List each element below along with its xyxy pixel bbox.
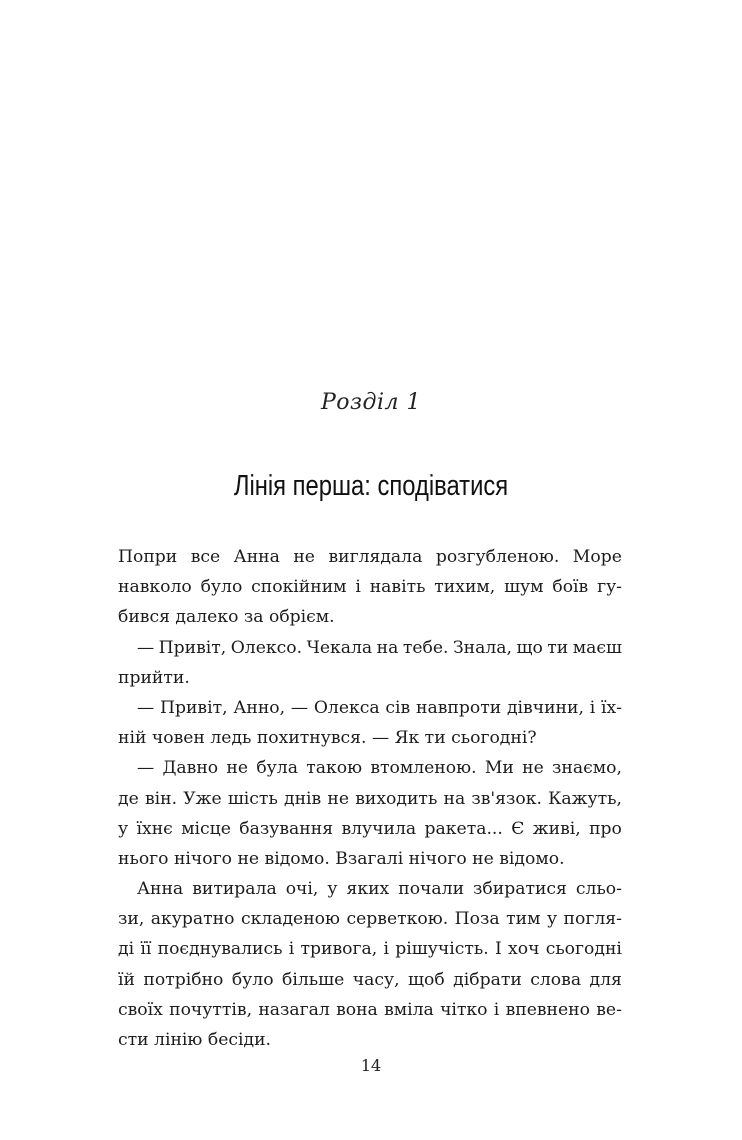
page-number: 14	[360, 1056, 382, 1075]
text-line: нього нічого не відомо. Взагалі нічого не відомо.	[118, 848, 565, 869]
text-line: Попри все Анна не виглядала розгубленою. Море	[118, 547, 622, 567]
chapter-title: Лінія перша: сподіватися	[233, 470, 509, 502]
text-line: — Привіт, Олексо. Чекала на тебе. Знала, що ти маєш	[137, 637, 622, 658]
text-line: — Привіт, Анно, — Олекса сів навпроти дівчини, і їх-	[137, 697, 622, 718]
paragraph	[118, 874, 622, 1055]
text-line: їй потрібно було більше часу, щоб дібрати слова для	[118, 969, 622, 990]
body-text	[118, 542, 622, 1055]
text-line: прийти.	[118, 667, 190, 688]
dialogue-paragraph	[118, 753, 622, 874]
text-line: Анна витирала очі, у яких почали збиратися сльо-	[137, 879, 622, 900]
text-line: ній човен ледь похитнувся. — Як ти сьогодні?	[118, 728, 537, 749]
paragraph	[118, 542, 622, 633]
text-line: сти лінію бесіди.	[118, 1030, 271, 1050]
text-line: ді її поєднувались і тривога, і рішучість. І хоч сьогодні	[118, 939, 622, 960]
text-line: у їхнє місце базування влучила ракета... Є живі, про	[118, 818, 622, 839]
text-line: — Давно не була такою втомленою. Ми не знаємо,	[137, 758, 622, 779]
text-line: бився далеко за обрієм.	[118, 607, 335, 628]
text-line: своїх почуттів, назагал вона вміла чітко і впевнено ве-	[118, 999, 622, 1020]
text-line: навколо було спокійним і навіть тихим, шум боїв гу-	[118, 577, 622, 598]
chapter-label: Розділ 1	[320, 390, 422, 415]
dialogue-paragraph	[118, 693, 622, 753]
text-line: зи, акуратно складеною серветкою. Поза тим у погля-	[118, 909, 622, 930]
dialogue-paragraph	[118, 633, 622, 693]
text-line: де він. Уже шість днів не виходить на зв'язок. Кажуть,	[118, 788, 622, 809]
